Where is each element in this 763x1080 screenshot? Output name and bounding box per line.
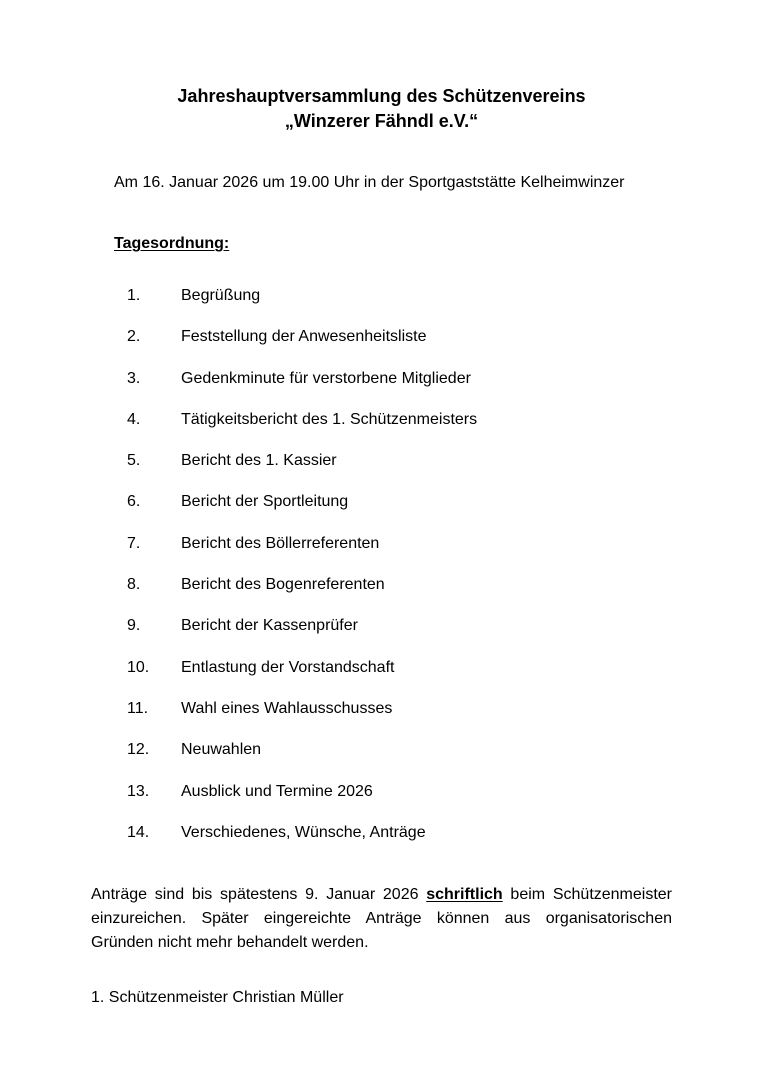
agenda-item <box>0 450 763 491</box>
agenda-item-text: Bericht des 1. Kassier <box>181 452 337 470</box>
document-title-line-1: Jahreshauptversammlung des Schützenvereins <box>177 86 586 106</box>
agenda-item-text: Bericht der Kassenprüfer <box>181 617 358 635</box>
agenda-item <box>0 698 763 739</box>
agenda-item-number: 5. <box>127 452 141 470</box>
agenda-item-number: 7. <box>127 534 141 552</box>
signature: 1. Schützenmeister Christian Müller <box>91 989 344 1006</box>
agenda-item-text: Verschiedenes, Wünsche, Anträge <box>181 823 426 841</box>
agenda-item <box>0 409 763 450</box>
agenda-item <box>0 368 763 409</box>
agenda-item <box>0 285 763 326</box>
agenda-item <box>0 781 763 822</box>
agenda-item-text: Bericht des Böllerreferenten <box>181 534 380 552</box>
meeting-info: Am 16. Januar 2026 um 19.00 Uhr in der Sportgaststätte Kelheimwinzer <box>114 174 625 191</box>
agenda-item <box>0 615 763 656</box>
notice-text-after: beim Schützenmeister einzureichen. Später eingereichte Anträge können aus organisatorischen Gründen nicht mehr behandelt werden. <box>91 886 673 951</box>
agenda-heading: Tagesordnung: <box>114 235 230 252</box>
agenda-item <box>0 326 763 367</box>
agenda-item <box>0 739 763 780</box>
agenda-item-number: 13. <box>127 782 150 800</box>
agenda-item <box>0 822 763 863</box>
agenda-item-text: Neuwahlen <box>181 741 262 759</box>
agenda-item-number: 1. <box>127 287 141 304</box>
agenda-item-text: Gedenkminute für verstorbene Mitglieder <box>181 369 471 387</box>
notice-text-before: Anträge sind bis spätestens 9. Januar 2026 <box>91 886 427 903</box>
agenda-item-text: Entlastung der Vorstandschaft <box>181 658 395 676</box>
notice-emphasis-written: schriftlich <box>426 886 503 903</box>
agenda-item-number: 2. <box>127 328 141 346</box>
agenda-list <box>0 285 763 863</box>
agenda-item-number: 9. <box>127 617 141 635</box>
agenda-item-number: 3. <box>127 369 141 387</box>
agenda-item <box>0 657 763 698</box>
agenda-item <box>0 574 763 615</box>
agenda-item-text: Begrüßung <box>181 287 261 304</box>
agenda-item <box>0 491 763 532</box>
agenda-item <box>0 533 763 574</box>
agenda-item-text: Ausblick und Termine 2026 <box>181 782 373 800</box>
agenda-item-number: 14. <box>127 823 150 841</box>
agenda-item-number: 10. <box>127 658 150 676</box>
agenda-item-text: Tätigkeitsbericht des 1. Schützenmeisters <box>181 410 478 428</box>
agenda-item-text: Wahl eines Wahlausschusses <box>181 699 393 717</box>
agenda-item-number: 6. <box>127 493 141 511</box>
agenda-item-text: Bericht der Sportleitung <box>181 493 349 511</box>
agenda-item-text: Feststellung der Anwesenheitsliste <box>181 328 427 346</box>
document-title-line-2: „Winzerer Fähndl e.V.“ <box>284 111 479 131</box>
agenda-item-number: 12. <box>127 741 150 759</box>
agenda-item-number: 8. <box>127 576 141 594</box>
application-notice <box>91 883 672 955</box>
agenda-item-number: 11. <box>127 699 149 717</box>
agenda-item-number: 4. <box>127 410 141 428</box>
agenda-item-text: Bericht des Bogenreferenten <box>181 576 385 594</box>
